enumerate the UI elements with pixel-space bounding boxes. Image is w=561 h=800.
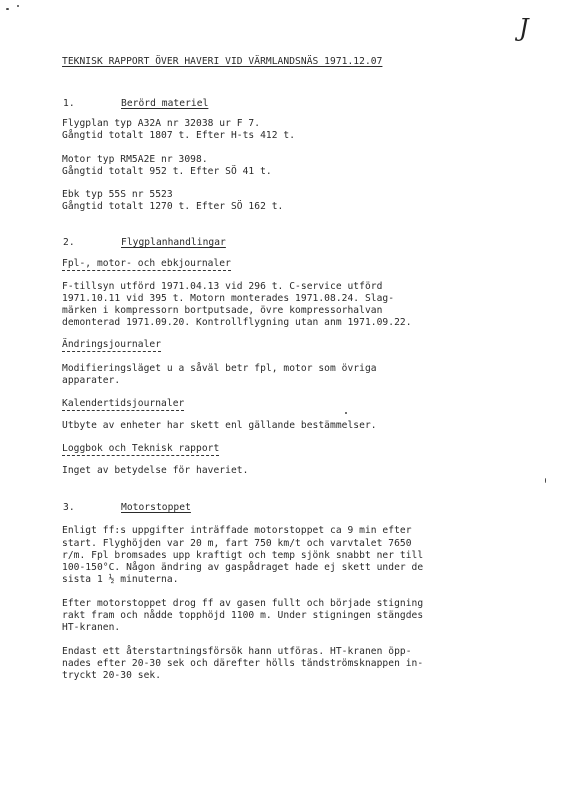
section1-line: Gångtid totalt 1270 t. Efter SÖ 162 t. [62,201,284,212]
subsection-heading: Kalendertidsjournaler [62,398,185,409]
body-line: Enligt ff:s uppgifter inträffade motorstoppet ca 9 min efter [62,525,412,536]
body-line: Endast ett återstartningsförsök hann utföras. HT-kranen öpp- [62,646,412,657]
body-line: apparater. [62,375,121,386]
report-title: TEKNISK RAPPORT ÖVER HAVERI VID VÄRMLANDSNÄS 1971.12.07 [62,56,383,67]
scan-speck [345,412,347,414]
scan-speck [17,5,19,7]
scan-speck [545,478,546,483]
subsection-heading: Ändringsjournaler [62,339,162,350]
section2-heading: Flygplanhandlingar [121,237,226,248]
body-line: rakt fram och nådde topphöjd 1100 m. Under stigningen stängdes [62,610,424,621]
body-line: nades efter 20-30 sek och därefter hölls tändströmsknappen in- [62,658,424,669]
scan-speck [6,8,9,10]
section1-line: Motor typ RM5A2E nr 3098. [62,154,208,165]
section1-number: 1. [63,98,75,109]
subsection-heading: Fpl-, motor- och ebkjournaler [62,258,231,269]
body-line: 1971.10.11 vid 395 t. Motorn monterades 1971.08.24. Slag- [62,293,395,304]
section3-number: 3. [63,502,75,513]
section1-line: Ebk typ 55S nr 5523 [62,189,173,200]
body-line: r/m. Fpl bromsades upp kraftigt och temp sjönk snabbt ner till [62,550,424,561]
section3-heading: Motorstoppet [121,502,191,513]
body-line: HT-kranen. [62,622,121,633]
body-line: sista 1 ½ minuterna. [62,574,179,585]
section1-heading: Berörd materiel [121,98,209,109]
section1-line: Gångtid totalt 1807 t. Efter H-ts 412 t. [62,130,296,141]
page-mark: J [519,14,529,42]
body-line: F-tillsyn utförd 1971.04.13 vid 296 t. C-service utförd [62,281,383,292]
section1-line: Flygplan typ A32A nr 32038 ur F 7. [62,118,261,129]
section2-number: 2. [63,237,75,248]
body-line: Utbyte av enheter har skett enl gällande bestämmelser. [62,420,377,431]
body-line: Modifieringsläget u a såväl betr fpl, motor som övriga [62,363,377,374]
section1-line: Gångtid totalt 952 t. Efter SÖ 41 t. [62,166,272,177]
body-line: 100-150°C. Någon ändring av gaspådraget hade ej skett under de [62,562,424,573]
body-line: märken i kompressorn bortputsade, övre kompressorhalvan [62,305,383,316]
subsection-heading: Loggbok och Teknisk rapport [62,443,220,454]
body-line: Efter motorstoppet drog ff av gasen fullt och började stigning [62,598,424,609]
body-line: tryckt 20-30 sek. [62,670,162,681]
body-line: start. Flyghöjden var 20 m, fart 750 km/t och varvtalet 7650 [62,538,412,549]
body-line: demonterad 1971.09.20. Kontrollflygning utan anm 1971.09.22. [62,317,412,328]
body-line: Inget av betydelse för haveriet. [62,465,249,476]
